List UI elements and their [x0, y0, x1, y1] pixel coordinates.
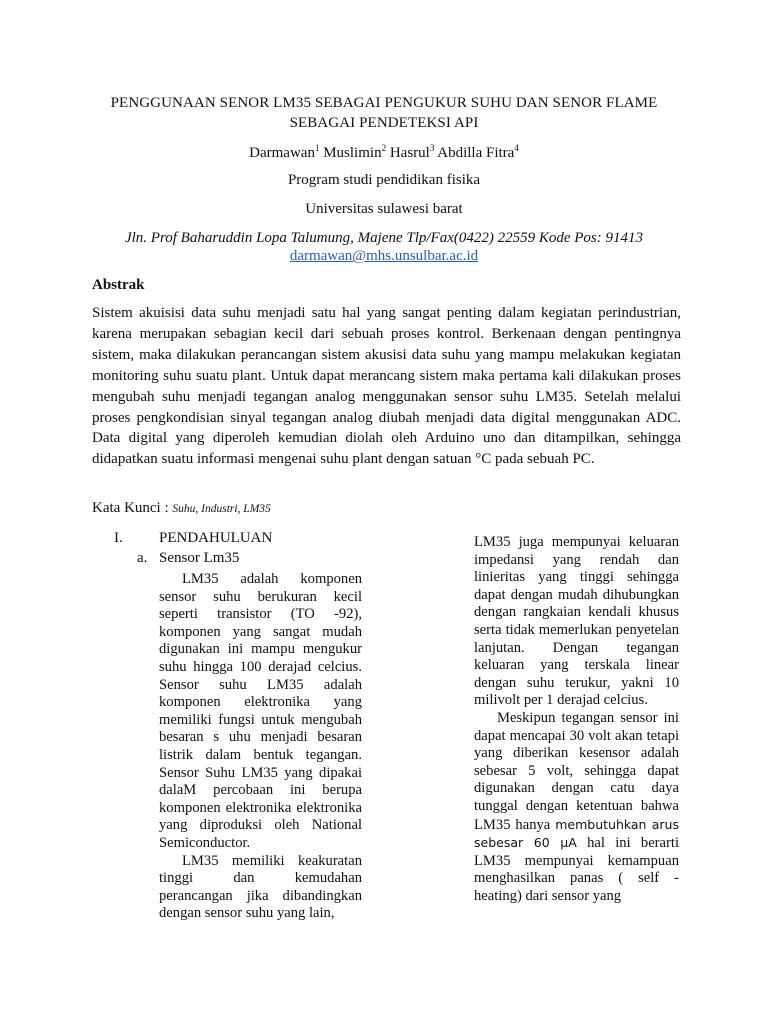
university-affiliation: Universitas sulawesi barat	[305, 201, 463, 217]
abstract-heading: Abstrak	[92, 277, 145, 293]
email-link[interactable]: darmawan@mhs.unsulbar.ac.id	[289, 248, 479, 264]
paragraph-text: Meskipun tegangan sensor ini dapat mencapai 30 volt akan tetapi yang diberikan kesensor adalah sebesar 5 volt, sehingga dapat digunakan dengan catu daya tunggal dengan ketentuan bahwa LM35 hanya	[474, 709, 679, 833]
paragraph: LM35 memiliki keakuratan tinggi dan kemudahan perancangan jika dibandingkan dengan sensor suhu yang lain,	[159, 852, 362, 922]
author-affiliation-mark: 2	[381, 143, 387, 153]
program-affiliation: Program studi pendidikan fisika	[287, 172, 481, 188]
subsection-letter: a.	[137, 550, 148, 566]
postal-address: Jln. Prof Baharuddin Lopa Talumung, Majene Tlp/Fax(0422) 22559 Kode Pos: 91413	[124, 230, 644, 246]
current-requirement-text: membutuhkan arus sebesar 60 µA	[474, 816, 679, 851]
right-column	[474, 534, 679, 905]
subsection-title: Sensor Lm35	[159, 550, 240, 566]
author-affiliation-mark: 3	[429, 143, 435, 153]
author-affiliation-mark: 4	[514, 143, 519, 153]
author-name: Muslimin	[323, 145, 382, 161]
author-name: Abdilla Fitra	[437, 145, 515, 161]
keywords-label: Kata Kunci :	[92, 500, 173, 516]
author-list	[0, 143, 768, 163]
author-name: Hasrul	[389, 145, 430, 161]
left-column	[159, 571, 362, 923]
paragraph: LM35 adalah komponen sensor suhu berukuran kecil seperti transistor (TO -92), komponen yang sangat mudah digunakan ini mampu mengukur suhu hingga 100 derajad celcius. Sensor suhu LM35 adalah komponen elektronika yang memiliki fungsi untuk mengubah besaran s uhu menjadi besaran listrik dalam bentuk tegangan. Sensor Suhu LM35 yang dipakai dalaM percobaan ini berupa komponen elektronika elektronika yang diproduksi oleh National Semiconductor.	[159, 571, 362, 851]
keywords-values: Suhu, Industri, LM35	[172, 503, 271, 515]
title-line-2: SEBAGAI PENDETEKSI API	[289, 115, 479, 131]
paper-title	[60, 93, 708, 133]
abstract-body: Sistem akuisisi data suhu menjadi satu hal yang sangat penting dalam kegiatan perindustrian, karena merupakan sebagian kecil dari sebuah proses kontrol. Berkenaan dengan pentingnya sistem, maka dilakukan perancangan sistem akusisi data suhu yang mampu melakukan kegiatan monitoring suhu suatu plant. Untuk dapat merancang sistem maka pertama kali dilakukan proses mengubah suhu menjadi tegangan analog menggunakan sensor suhu LM35. Setelah melalui proses pengkondisian sinyal tegangan analog diubah menjadi data digital menggunakan ADC. Data digital yang diperoleh kemudian diolah oleh Arduino uno dan ditampilkan, sehingga didapatkan suatu informasi mengenai suhu plant dengan satuan °C pada sebuah PC.	[92, 305, 681, 468]
author-affiliation-mark: 1	[314, 143, 320, 153]
paragraph-text: hal ini berarti LM35 mempunyai kemampuan menghasilkan panas ( self -heating) dari sensor yang	[474, 835, 679, 904]
section-title: PENDAHULUAN	[159, 530, 273, 546]
section-number: I.	[114, 530, 123, 546]
title-line-1: PENGGUNAAN SENOR LM35 SEBAGAI PENGUKUR SUHU DAN SENOR FLAME	[110, 95, 658, 111]
keywords-line	[92, 500, 271, 517]
author-name: Darmawan	[249, 145, 315, 161]
paragraph: LM35 juga mempunyai keluaran impedansi yang rendah dan linieritas yang tinggi sehingga dapat dengan mudah dihubungkan dengan rangkaian kendali khusus serta tidak memerlukan penyetelan lanjutan. Dengan tegangan keluaran yang terskala linear dengan suhu terukur, yakni 10 milivolt per 1 derajad celcius.	[474, 534, 679, 709]
paragraph	[474, 710, 679, 906]
email-line	[0, 248, 768, 265]
